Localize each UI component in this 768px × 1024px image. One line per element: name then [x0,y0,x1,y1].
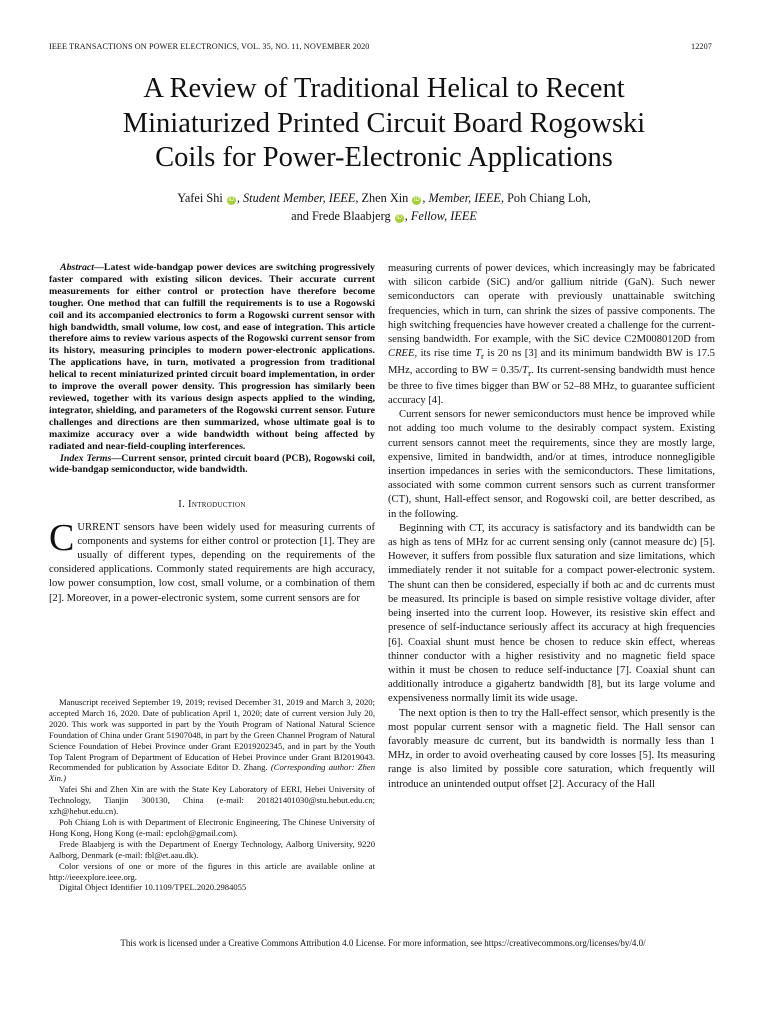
section-heading [49,498,375,512]
drop-cap: C [49,516,75,559]
paper-title [40,72,728,176]
author-name: Yafei Shi [177,191,223,205]
footnote-color-note: Color versions of one or more of the figures in this article are available online at http://ieeexplore.ieee.org. [49,860,375,882]
author-name: Zhen Xin [361,191,409,205]
intro-text: URRENT sensors have been widely used for measuring currents of components and systems for either control or protection [1]. They are usually of different types, depending on the requirements of the considered applications. Commonly stated requirements are high accuracy, low power consumption, low cost, small volume, or a combination of them [2]. Moreover, in a power-electronic system, some current sensors are for [49,521,375,604]
author-line-2: and Frede Blaabjerg iD , Fellow, IEEE [291,208,477,223]
footnote-doi: Digital Object Identifier 10.1109/TPEL.2020.2984055 [59,882,247,893]
abstract [49,262,375,453]
corresponding-author: (Corresponding author: Zhen Xin.) [49,762,375,784]
journal-name: IEEE TRANSACTIONS ON POWER ELECTRONICS, VOL. 35, NO. 11, NOVEMBER 2020 [49,42,370,51]
footnote-text: Manuscript received September 19, 2019; revised December 31, 2019 and March 3, 2020; accepted March 16, 2020. Date of publication April 1, 2020; date of current version July 20, 2020. This work was supported in part by the Youth Program of National Natural Science Foundation of China under Grant 51907048, in part by the Green Channel Program of Natural Science Foundation of Hebei Province under Grant E2019202345, and in part by the Youth Top Talent Program of Department of Education of Hebei Province under Grant BJ2019043. Recommended for publication by Associate Editor D. Zhang. [49,697,375,773]
orcid-icon[interactable]: iD [228,197,235,203]
section-numeral: I. [178,499,186,511]
footnote-affiliation: Poh Chiang Loh is with Department of Electronic Engineering, The Chinese University of Hong Kong, Hong Kong (e-mail: epcloh@gmail.com). [49,816,375,838]
author-conjunction: and [291,208,309,223]
section-title: Introduction [188,499,246,511]
author-list [40,190,728,225]
math-var: T [522,364,529,376]
title-line-1: A Review of Traditional Helical to Recent [143,73,625,104]
abstract-label: Abstract [60,262,95,273]
license-notice: This work is licensed under a Creative Commons Attribution 4.0 License. For more information, see https://creativecommons.org/licenses/by/4.0/ [120,938,646,948]
index-terms-text: —Current sensor, printed circuit board (PCB), Rogowski coil, wide-bandgap semiconductor, wide bandwidth. [49,452,376,476]
author-role: Fellow, IEEE [410,208,477,223]
body-paragraph: The next option is then to try the Hall-effect sensor, which presently is the most popular current sensor with a magnetic field. The Hall sensor can favorably measure dc current, but its bandwidth is normally less than 1 MHz, in order to avoid overheating caused by core losses [5]. Its measuring range is also limited by possible core saturation, which frequently will introduce an unintended output offset [2]. Accuracy of the Hall [388,707,715,790]
introduction-body [49,516,375,606]
company-name: CREE [388,348,415,360]
body-text: . Its current-sensing bandwidth must hence be three to five times bigger than BW or 52–88 MHz, to guarantee sufficient accuracy [4]. [388,364,715,407]
right-column [388,262,715,792]
body-text: , its rise time [414,348,476,360]
author-role: Member, IEEE [428,191,501,205]
running-head [49,42,712,54]
body-text: is 20 ns [3] and its minimum bandwidth BW is 17.5 MHz, according to BW = 0.35/ [388,348,715,376]
author-name: Frede Blaabjerg [311,208,391,223]
abstract-text: —Latest wide-bandgap power devices are switching progressively faster compared with existing silicon devices. Their accurate current measurements for either control or protection have therefore become tougher. One method that can fulfill the requirements is to use a Rogowski coil and its accompanied electronics to form a Rogowski current sensor with high bandwidth, small volume, low cost, and ease of integration. This article therefore aims to review various aspects of the Rogowski current sensor from its history, measuring principles to modern power-electronic applications. The applications have, in turn, motivated a progression from traditional helical to recent miniaturized printed circuit board implementation, in order to improve the overall power density. This progression has similarly been reviewed, together with its various design aspects applied to the winding, integrator, shielding, and parameters of the Rogowski current sensor. Future challenges and directions are then summarized, whose ultimate goal is to maximize accuracy over a wide bandwidth without being affected by radiated and near-field-coupling interferences. [49,262,375,452]
author-line-1: Yafei Shi iD , Student Member, IEEE, Zhen Xin iD , Member, IEEE, Poh Chiang Loh, [177,191,591,205]
math-var: T [475,348,481,360]
footnote-manuscript [49,697,375,784]
index-terms-label: Index Terms [60,452,112,464]
footnotes [49,697,375,893]
body-paragraph [388,262,715,408]
body-paragraph: Current sensors for newer semiconductors must hence be improved while not adding too much volume to the desirably compact system. Existing current sensors cannot meet the requirements, since they are mostly large, expensive, limited in bandwidth, and/or at times, introduce nonnegligible insertion impedances in series with the semiconductors. These limitations, associated with some common current sensors such as current transformer (CT), shunt, Hall-effect sensor, and Rogowski coil, are better described, as in the following. [388,409,715,520]
index-terms [49,453,375,477]
title-line-3: Coils for Power-Electronic Applications [155,142,613,173]
footnote-affiliation: Frede Blaabjerg is with the Department of Energy Technology, Aalborg University, 9220 Aalborg, Denmark (e-mail: fbl@et.aau.dk). [49,838,375,860]
footnote-affiliation: Yafei Shi and Zhen Xin are with the State Key Laboratory of EERI, Hebei University of Technology, Tianjin 300130, China (e-mail: 201821401030@stu.hebut.edu.cn; xzh@hebut.edu.cn). [49,784,375,817]
title-line-2: Miniaturized Printed Circuit Board Rogowski [122,107,646,139]
left-column [49,262,375,606]
intro-paragraph [49,516,375,606]
body-text: measuring currents of power devices, which increasingly may be fabricated with silicon carbide (SiC) and/or gallium nitride (GaN). Such newer semiconductors can operate with previously unattainable switching frequencies, which in turn, can shrink the sizes of passive components. The high switching frequencies have however created a challenge for the current-sensing bandwidth. For example, with the SiC device C2M0080120D from [388,263,715,346]
orcid-icon[interactable]: iD [414,197,420,203]
math-sub: r [528,367,532,378]
orcid-icon[interactable]: iD [396,214,403,221]
author-name: Poh Chiang Loh, [507,191,591,205]
author-role: Student Member, IEEE [243,191,356,205]
body-paragraph: Beginning with CT, its accuracy is satisfactory and its bandwidth can be as high as tens of MHz for ac current sensing only (cannot measure dc) [5]. However, it suffers from possible flux saturation and size limitations, which immediately render it not suitable for a compact power-electronic system. The shunt can then be considered, especially if both ac and dc currents must be measured. Its principle is based on simple resistive voltage divider, after being inserted into the current loop. However, its resistive skin effect and presence of self-inductance seriously affect its accuracy at high frequencies [6]. Coaxial shunt must hence be chosen to reduce skin effect, whereas thinner conductor with a higher resistivity and no magnetic field space within it must be chosen to reduce self-inductance [7]. Coaxial shunt can additionally introduce a gigahertz bandwidth [8], but its large volume and expensiveness normally limit its wide usage. [388,522,715,705]
page-number: 12207 [691,42,712,51]
math-sub: r [480,351,484,362]
